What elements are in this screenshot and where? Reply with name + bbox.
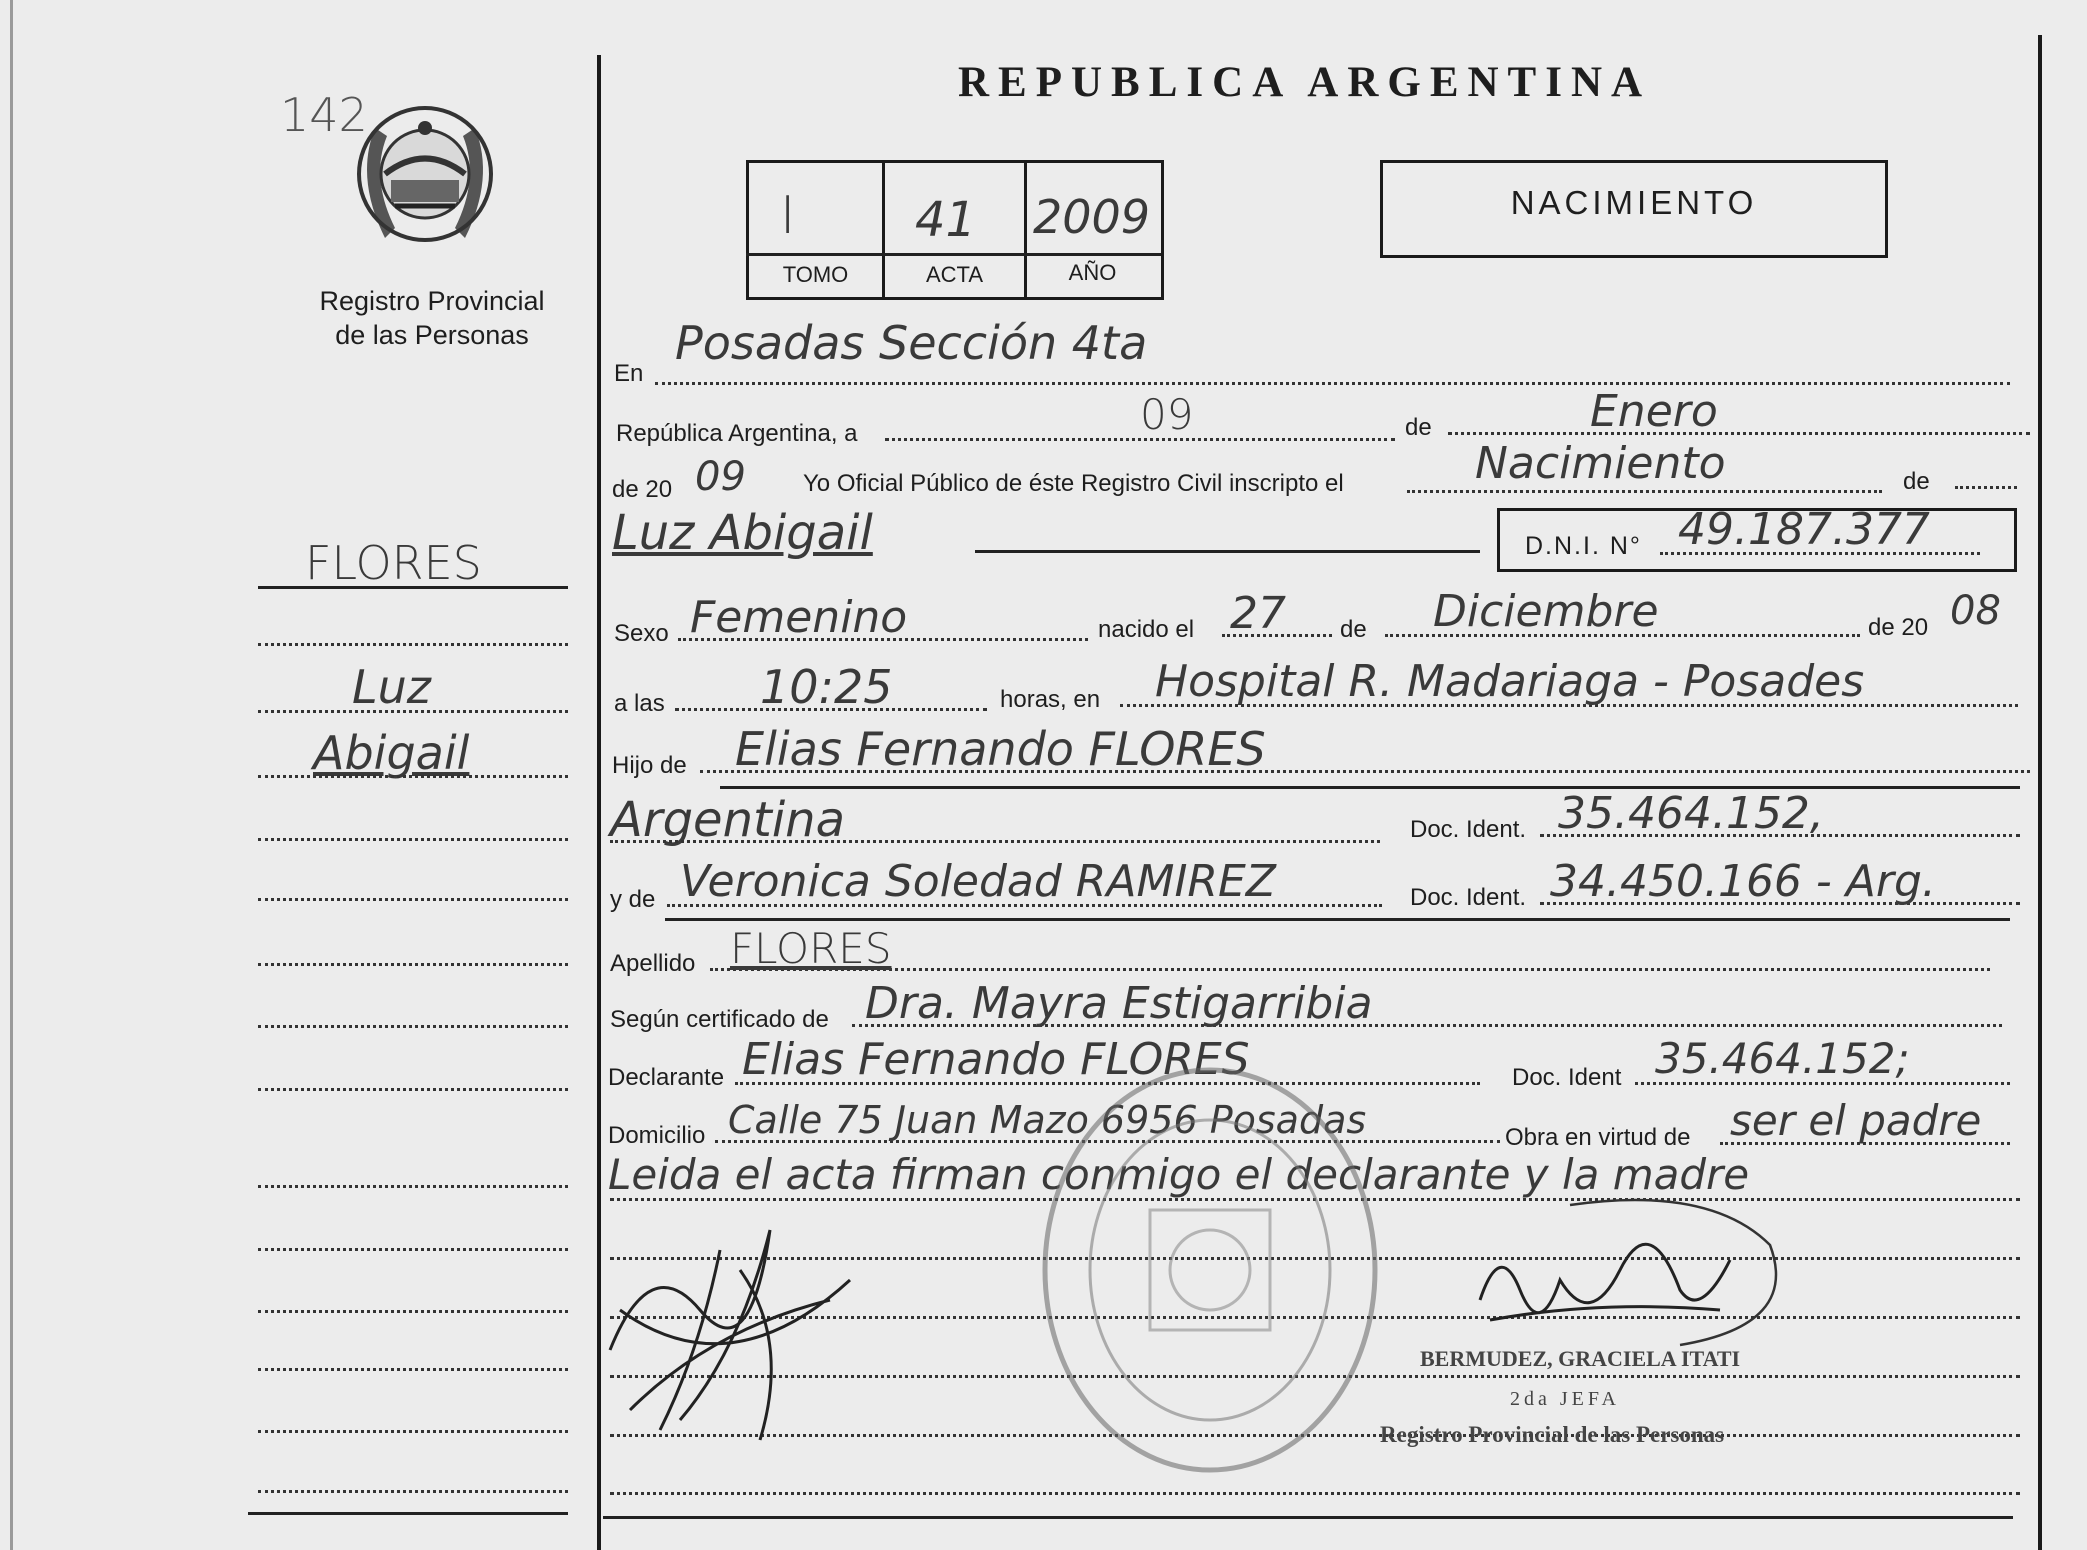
- yde-label: y de: [610, 886, 656, 913]
- tomo-value: I: [780, 186, 796, 246]
- obra-label: Obra en virtud de: [1505, 1124, 1691, 1151]
- registry-name-line2: de las Personas: [335, 320, 529, 350]
- alas-label: a las: [614, 690, 665, 717]
- dni-label: D.N.I. N°: [1525, 532, 1642, 560]
- hijo-label: Hijo de: [612, 752, 687, 779]
- form-rule-5: [610, 1492, 2020, 1495]
- act-type-label: NACIMIENTO: [1510, 184, 1758, 221]
- doc-ident-label: Doc. Ident.: [1410, 816, 1527, 843]
- father-nationality: Argentina: [610, 792, 845, 848]
- mother-underline: [665, 918, 2010, 921]
- sidebar-rule-9: [258, 1185, 568, 1188]
- sidebar-rule-1: [258, 643, 568, 646]
- birth-day: 27: [1230, 588, 1286, 639]
- sidebar-rule-6: [258, 963, 568, 966]
- apellido-label: Apellido: [610, 950, 696, 977]
- sidebar-surname: FLORES: [305, 536, 482, 590]
- year-value: 09: [695, 454, 746, 500]
- oficial-label: Yo Oficial Público de éste Registro Civil inscripto el: [803, 470, 1344, 497]
- father-underline: [720, 786, 2020, 789]
- time-value: 10:25: [760, 660, 893, 714]
- sidebar-rule-4: [258, 838, 568, 841]
- tomo-label: TOMO: [782, 262, 849, 287]
- segun-label: Según certificado de: [610, 1006, 829, 1033]
- doc-ident2-label: Doc. Ident.: [1410, 884, 1527, 911]
- father-doc: 35.464.152,: [1558, 788, 1824, 839]
- father-value: Elias Fernando FLORES: [735, 722, 1266, 776]
- ano-value: 2009: [1033, 190, 1151, 244]
- sidebar-rule-7: [258, 1025, 568, 1028]
- sidebar-given2: Abigail: [313, 726, 470, 780]
- declarante-doc: 35.464.152;: [1655, 1034, 1910, 1083]
- sidebar-rule-14: [258, 1490, 568, 1493]
- nacido-label: nacido el: [1098, 616, 1195, 643]
- registry-name-line1: Registro Provincial: [319, 286, 545, 316]
- doc-ident3-label: Doc. Ident: [1512, 1064, 1622, 1091]
- de-year-label: de 20: [1868, 614, 1929, 641]
- apellido-value: FLORES: [730, 924, 892, 973]
- father-nat-rule: [610, 840, 1380, 843]
- page-number: 142: [280, 88, 368, 142]
- sidebar-rule-5: [258, 898, 568, 901]
- official-title: 2da JEFA: [1510, 1388, 1620, 1410]
- official-name: BERMUDEZ, GRACIELA ITATI: [1420, 1346, 1741, 1371]
- month-value: Enero: [1590, 386, 1718, 437]
- month-rule: [1448, 432, 2030, 435]
- official-flourish-icon: [1560, 1185, 1800, 1355]
- birth-year: 08: [1950, 588, 2001, 634]
- name-value: Luz Abigail: [612, 505, 873, 561]
- inscripto-rule: [1407, 490, 1882, 493]
- name-rule: [975, 550, 1480, 553]
- sidebar-given1: Luz: [352, 660, 431, 714]
- provincial-seal-icon: [345, 88, 505, 260]
- sidebar-rule-11: [258, 1310, 568, 1313]
- horas-label: horas, en: [1000, 686, 1101, 713]
- en-value: Posadas Sección 4ta: [675, 316, 1148, 370]
- declarante-value: Elias Fernando FLORES: [742, 1034, 1250, 1085]
- mother-value: Veronica Soledad RAMIREZ: [680, 856, 1276, 907]
- form-bottom-rule: [603, 1516, 2013, 1519]
- acta-value: 41: [915, 192, 977, 248]
- obra-value: ser el padre: [1730, 1096, 1982, 1145]
- declarant-signature-icon: [590, 1190, 890, 1450]
- acta-label: ACTA: [925, 262, 984, 287]
- sidebar-rule-12: [258, 1368, 568, 1371]
- domicilio-label: Domicilio: [608, 1122, 706, 1149]
- birth-month: Diciembre: [1433, 586, 1659, 637]
- sexo-value: Femenino: [690, 592, 908, 643]
- sexo-label: Sexo: [614, 620, 669, 647]
- de-label: de: [1405, 414, 1432, 441]
- sidebar-rule-3: [258, 775, 568, 778]
- left-edge-line: [10, 0, 13, 1550]
- dni-value: 49.187.377: [1678, 504, 1930, 555]
- year-prefix-label: de 20: [612, 476, 673, 503]
- official-stamp-icon: [1030, 1060, 1390, 1480]
- form-right-border: [2038, 35, 2042, 1550]
- record-box-caption-rule: [746, 253, 1161, 256]
- day-value: 09: [1140, 390, 1194, 439]
- sidebar-surname-rule: [258, 586, 568, 589]
- header-title: REPUBLICA ARGENTINA: [958, 59, 1652, 106]
- sidebar-rule-13: [258, 1430, 568, 1433]
- sidebar-bottom-rule: [248, 1512, 568, 1515]
- de-end-rule: [1955, 486, 2017, 489]
- ano-label: AÑO: [1068, 260, 1117, 285]
- de-end-label: de: [1903, 468, 1930, 495]
- republica-label: República Argentina, a: [616, 420, 858, 447]
- leida-value: Leida el acta firman conmigo el declarante y la madre: [608, 1150, 1750, 1199]
- segun-value: Dra. Mayra Estigarribia: [865, 978, 1373, 1029]
- official-office: Registro Provincial de las Personas: [1380, 1422, 1725, 1447]
- sidebar-rule-10: [258, 1248, 568, 1251]
- place-value: Hospital R. Madariaga - Posades: [1155, 656, 1865, 707]
- mother-doc: 34.450.166 - Arg.: [1550, 856, 1936, 907]
- apellido-rule: [710, 968, 1990, 971]
- sidebar-rule-2: [258, 710, 568, 713]
- de2-label: de: [1340, 616, 1367, 643]
- en-label: En: [614, 360, 644, 387]
- inscripto-value: Nacimiento: [1475, 438, 1726, 489]
- domicilio-value: Calle 75 Juan Mazo 6956 Posadas: [728, 1098, 1367, 1142]
- en-rule: [655, 382, 2010, 385]
- declarante-label: Declarante: [608, 1064, 725, 1091]
- sidebar-rule-8: [258, 1088, 568, 1091]
